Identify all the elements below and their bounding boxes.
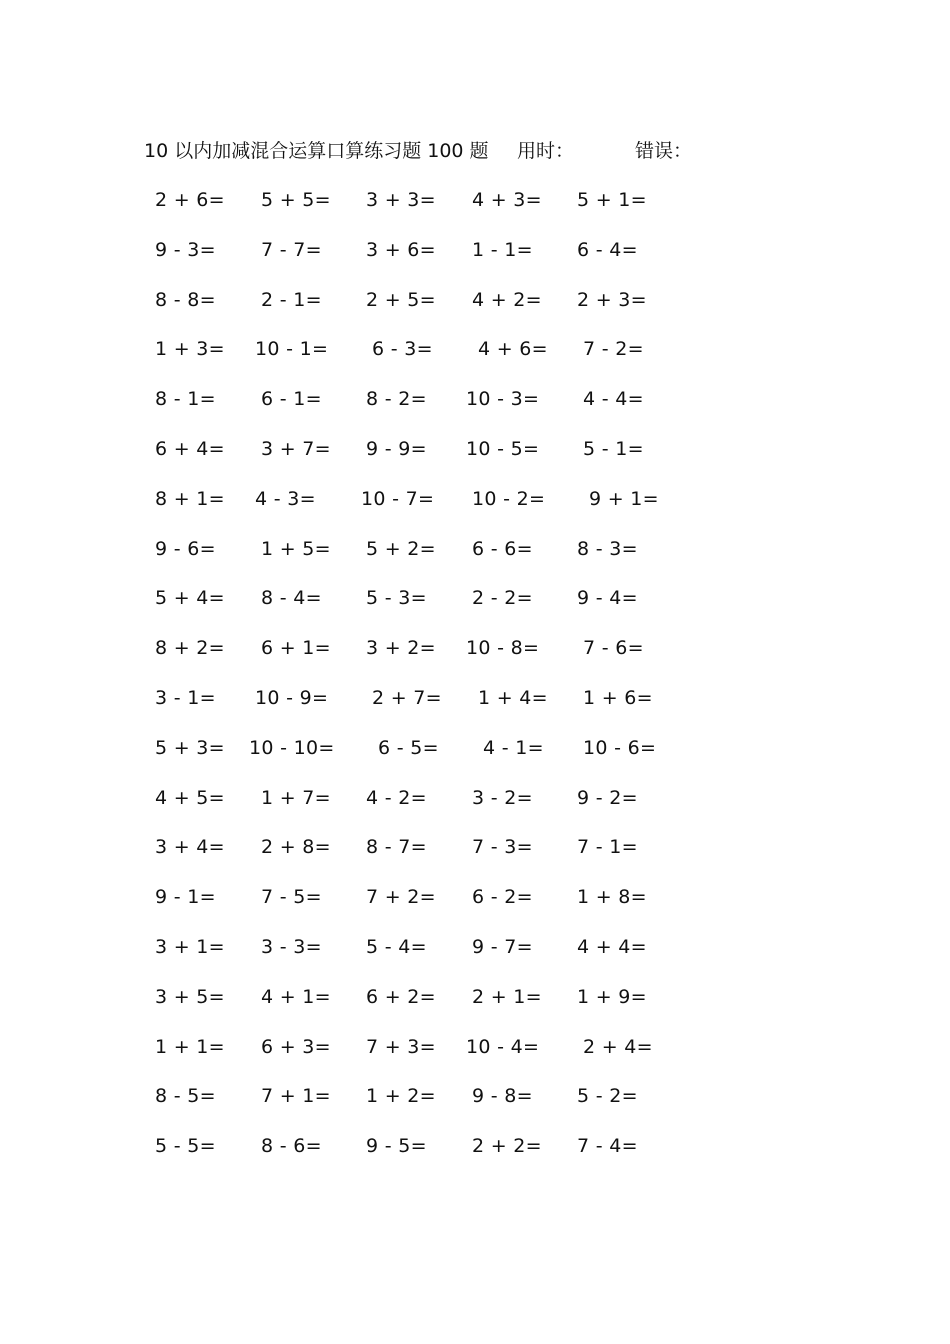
problem-r4-c2: 10 - 1= <box>255 338 329 360</box>
problem-r12-c1: 5 + 3= <box>155 737 225 759</box>
problem-r2-c2: 7 - 7= <box>261 239 322 261</box>
problem-r19-c2: 7 + 1= <box>261 1085 331 1107</box>
problem-r14-c2: 2 + 8= <box>261 836 331 858</box>
problem-r6-c2: 3 + 7= <box>261 438 331 460</box>
problem-r7-c5: 9 + 1= <box>589 488 659 510</box>
problem-r8-c1: 9 - 6= <box>155 538 216 560</box>
problem-r20-c4: 2 + 2= <box>472 1135 542 1157</box>
problem-r8-c3: 5 + 2= <box>366 538 436 560</box>
problem-r9-c5: 9 - 4= <box>577 587 638 609</box>
problem-r15-c3: 7 + 2= <box>366 886 436 908</box>
problem-r5-c5: 4 - 4= <box>583 388 644 410</box>
problem-r11-c3: 2 + 7= <box>372 687 442 709</box>
problem-r4-c1: 1 + 3= <box>155 338 225 360</box>
problem-r18-c2: 6 + 3= <box>261 1036 331 1058</box>
problem-r4-c3: 6 - 3= <box>372 338 433 360</box>
problem-r19-c3: 1 + 2= <box>366 1085 436 1107</box>
problem-r20-c5: 7 - 4= <box>577 1135 638 1157</box>
problem-r5-c2: 6 - 1= <box>261 388 322 410</box>
problem-r3-c5: 2 + 3= <box>577 289 647 311</box>
problem-r13-c1: 4 + 5= <box>155 787 225 809</box>
problem-r18-c3: 7 + 3= <box>366 1036 436 1058</box>
problem-r20-c3: 9 - 5= <box>366 1135 427 1157</box>
problem-r19-c5: 5 - 2= <box>577 1085 638 1107</box>
problem-r9-c3: 5 - 3= <box>366 587 427 609</box>
problem-r17-c4: 2 + 1= <box>472 986 542 1008</box>
problem-r20-c1: 5 - 5= <box>155 1135 216 1157</box>
problem-r12-c3: 6 - 5= <box>378 737 439 759</box>
problem-r4-c4: 4 + 6= <box>478 338 548 360</box>
problem-r2-c3: 3 + 6= <box>366 239 436 261</box>
problem-r8-c2: 1 + 5= <box>261 538 331 560</box>
problem-r17-c3: 6 + 2= <box>366 986 436 1008</box>
problem-r6-c1: 6 + 4= <box>155 438 225 460</box>
problem-r20-c2: 8 - 6= <box>261 1135 322 1157</box>
problem-r16-c2: 3 - 3= <box>261 936 322 958</box>
problem-r14-c1: 3 + 4= <box>155 836 225 858</box>
problem-r6-c3: 9 - 9= <box>366 438 427 460</box>
problem-r10-c1: 8 + 2= <box>155 637 225 659</box>
problem-r5-c1: 8 - 1= <box>155 388 216 410</box>
worksheet-title: 10 以内加减混合运算口算练习题 100 题 <box>144 140 489 162</box>
problem-r2-c5: 6 - 4= <box>577 239 638 261</box>
problem-r2-c4: 1 - 1= <box>472 239 533 261</box>
problem-r18-c4: 10 - 4= <box>466 1036 540 1058</box>
problem-r3-c3: 2 + 5= <box>366 289 436 311</box>
problem-r15-c5: 1 + 8= <box>577 886 647 908</box>
problem-r16-c5: 4 + 4= <box>577 936 647 958</box>
problem-r1-c2: 5 + 5= <box>261 189 331 211</box>
problem-r9-c4: 2 - 2= <box>472 587 533 609</box>
problem-r18-c1: 1 + 1= <box>155 1036 225 1058</box>
problem-r12-c4: 4 - 1= <box>483 737 544 759</box>
problem-r3-c4: 4 + 2= <box>472 289 542 311</box>
problem-r15-c4: 6 - 2= <box>472 886 533 908</box>
errors-label: 错误： <box>635 140 693 162</box>
problem-r4-c5: 7 - 2= <box>583 338 644 360</box>
problem-r14-c3: 8 - 7= <box>366 836 427 858</box>
problem-r1-c5: 5 + 1= <box>577 189 647 211</box>
problem-r12-c2: 10 - 10= <box>249 737 335 759</box>
problem-r8-c4: 6 - 6= <box>472 538 533 560</box>
problem-r6-c5: 5 - 1= <box>583 438 644 460</box>
problem-r9-c1: 5 + 4= <box>155 587 225 609</box>
problem-r15-c1: 9 - 1= <box>155 886 216 908</box>
problem-r14-c4: 7 - 3= <box>472 836 533 858</box>
problem-r5-c3: 8 - 2= <box>366 388 427 410</box>
problem-r10-c4: 10 - 8= <box>466 637 540 659</box>
problem-r16-c1: 3 + 1= <box>155 936 225 958</box>
problem-r7-c1: 8 + 1= <box>155 488 225 510</box>
problem-r2-c1: 9 - 3= <box>155 239 216 261</box>
problem-r9-c2: 8 - 4= <box>261 587 322 609</box>
problem-r1-c4: 4 + 3= <box>472 189 542 211</box>
problem-r7-c2: 4 - 3= <box>255 488 316 510</box>
problem-r18-c5: 2 + 4= <box>583 1036 653 1058</box>
problem-r17-c2: 4 + 1= <box>261 986 331 1008</box>
problem-r10-c3: 3 + 2= <box>366 637 436 659</box>
time-label: 用时： <box>517 140 575 162</box>
problem-r16-c3: 5 - 4= <box>366 936 427 958</box>
problem-r1-c1: 2 + 6= <box>155 189 225 211</box>
problem-r10-c5: 7 - 6= <box>583 637 644 659</box>
problem-r7-c4: 10 - 2= <box>472 488 546 510</box>
problem-r6-c4: 10 - 5= <box>466 438 540 460</box>
problem-r10-c2: 6 + 1= <box>261 637 331 659</box>
problem-r11-c1: 3 - 1= <box>155 687 216 709</box>
problem-r13-c3: 4 - 2= <box>366 787 427 809</box>
problem-r3-c1: 8 - 8= <box>155 289 216 311</box>
problem-r3-c2: 2 - 1= <box>261 289 322 311</box>
problem-r16-c4: 9 - 7= <box>472 936 533 958</box>
problem-r13-c4: 3 - 2= <box>472 787 533 809</box>
problem-r8-c5: 8 - 3= <box>577 538 638 560</box>
problem-r13-c2: 1 + 7= <box>261 787 331 809</box>
problem-r5-c4: 10 - 3= <box>466 388 540 410</box>
problem-r17-c1: 3 + 5= <box>155 986 225 1008</box>
problem-r11-c5: 1 + 6= <box>583 687 653 709</box>
problem-r14-c5: 7 - 1= <box>577 836 638 858</box>
problem-r12-c5: 10 - 6= <box>583 737 657 759</box>
problem-r19-c1: 8 - 5= <box>155 1085 216 1107</box>
problem-r17-c5: 1 + 9= <box>577 986 647 1008</box>
problem-r11-c2: 10 - 9= <box>255 687 329 709</box>
problem-r13-c5: 9 - 2= <box>577 787 638 809</box>
problem-r1-c3: 3 + 3= <box>366 189 436 211</box>
problem-r7-c3: 10 - 7= <box>361 488 435 510</box>
problem-r19-c4: 9 - 8= <box>472 1085 533 1107</box>
problem-r11-c4: 1 + 4= <box>478 687 548 709</box>
problem-r15-c2: 7 - 5= <box>261 886 322 908</box>
